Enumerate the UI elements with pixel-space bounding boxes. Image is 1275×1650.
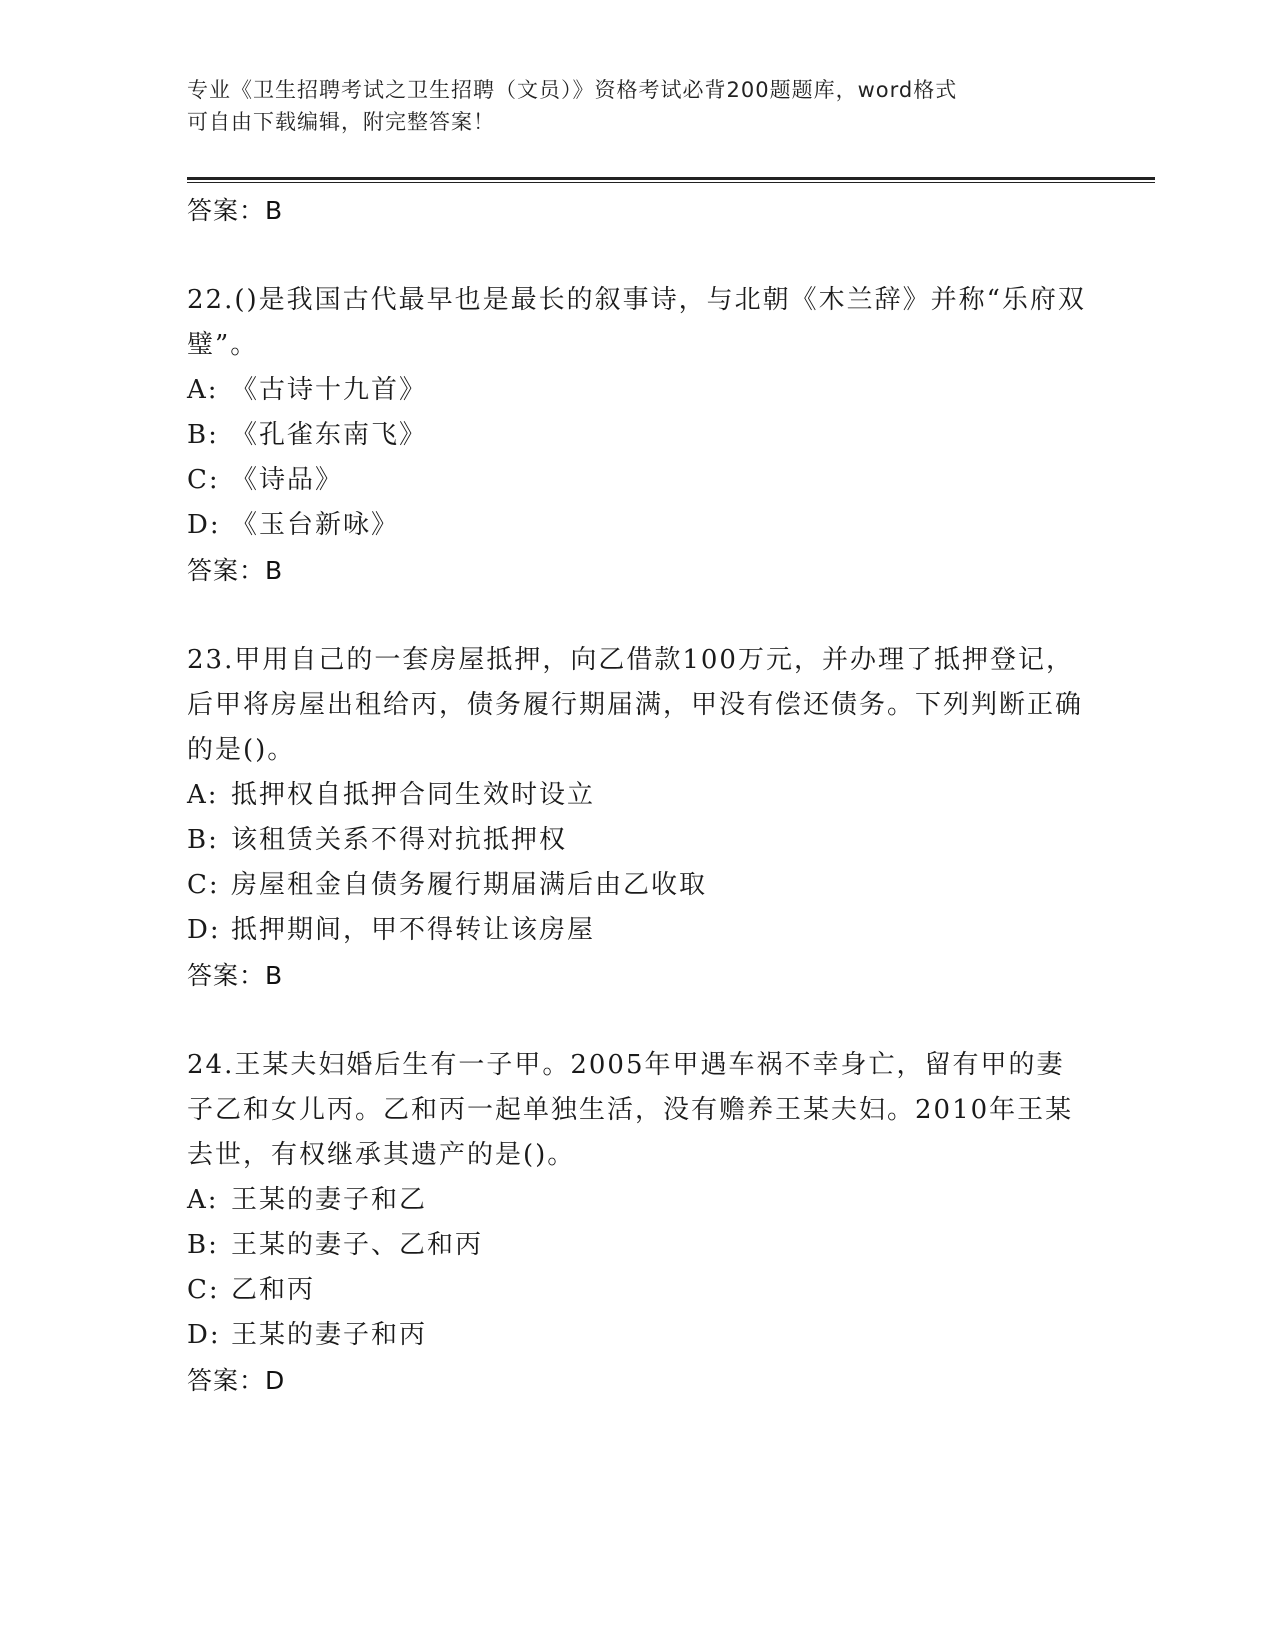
- answer-line: 答案：B: [187, 961, 284, 990]
- option-letter: D:: [187, 915, 221, 945]
- option-text: 王某的妻子、乙和丙: [231, 1230, 484, 1260]
- option-b: [187, 818, 1087, 863]
- option-c: [187, 458, 1087, 503]
- option-letter: A:: [187, 375, 219, 405]
- option-d: [187, 503, 1087, 548]
- option-letter: A:: [187, 1185, 219, 1215]
- header-divider-thick: [187, 177, 1155, 180]
- option-c: [187, 863, 1087, 908]
- option-text: 《诗品》: [231, 465, 344, 495]
- option-letter: B:: [187, 825, 219, 855]
- option-letter: D:: [187, 510, 221, 540]
- option-letter: D:: [187, 1320, 221, 1350]
- option-c: [187, 1268, 1087, 1313]
- question-stem: 23.甲用自己的一套房屋抵押，向乙借款100万元，并办理了抵押登记，后甲将房屋出租给丙，债务履行期届满，甲没有偿还债务。下列判断正确的是()。: [187, 645, 1084, 765]
- question-22: [187, 278, 1087, 594]
- option-text: 该租赁关系不得对抗抵押权: [231, 825, 568, 855]
- option-text: 抵押期间，甲不得转让该房屋: [231, 915, 596, 945]
- answer-line: 答案：B: [187, 556, 284, 585]
- option-letter: A:: [187, 780, 219, 810]
- previous-answer: 答案：B: [187, 196, 284, 225]
- answer-line: 答案：D: [187, 1366, 286, 1395]
- question-list: [187, 188, 1087, 1404]
- option-letter: C:: [187, 465, 220, 495]
- document-header: [187, 74, 1067, 138]
- header-title-line-2: 可自由下载编辑，附完整答案！: [187, 110, 495, 134]
- option-text: 抵押权自抵押合同生效时设立: [231, 780, 596, 810]
- option-text: 《孔雀东南飞》: [231, 420, 428, 450]
- option-letter: B:: [187, 420, 219, 450]
- option-text: 乙和丙: [231, 1275, 316, 1305]
- option-text: 《玉台新咏》: [231, 510, 400, 540]
- option-letter: B:: [187, 1230, 219, 1260]
- option-a: [187, 368, 1087, 413]
- option-b: [187, 1223, 1087, 1268]
- option-letter: C:: [187, 1275, 220, 1305]
- option-text: 王某的妻子和丙: [231, 1320, 428, 1350]
- option-b: [187, 413, 1087, 458]
- option-d: [187, 1313, 1087, 1358]
- header-title-line-1: 专业《卫生招聘考试之卫生招聘（文员）》资格考试必背200题题库，word格式: [187, 78, 958, 102]
- question-stem: 22.()是我国古代最早也是最长的叙事诗，与北朝《木兰辞》并称“乐府双璧”。: [187, 285, 1086, 360]
- header-divider-thin: [187, 182, 1155, 183]
- question-stem: 24.王某夫妇婚后生有一子甲。2005年甲遇车祸不幸身亡，留有甲的妻子乙和女儿丙。乙和丙一起单独生活，没有赡养王某夫妇。2010年王某去世，有权继承其遗产的是()。: [187, 1050, 1074, 1170]
- question-24: [187, 1043, 1087, 1404]
- option-letter: C:: [187, 870, 220, 900]
- option-a: [187, 773, 1087, 818]
- question-23: [187, 638, 1087, 999]
- option-d: [187, 908, 1087, 953]
- option-text: 《古诗十九首》: [231, 375, 428, 405]
- option-text: 房屋租金自债务履行期届满后由乙收取: [231, 870, 708, 900]
- option-a: [187, 1178, 1087, 1223]
- option-text: 王某的妻子和乙: [231, 1185, 428, 1215]
